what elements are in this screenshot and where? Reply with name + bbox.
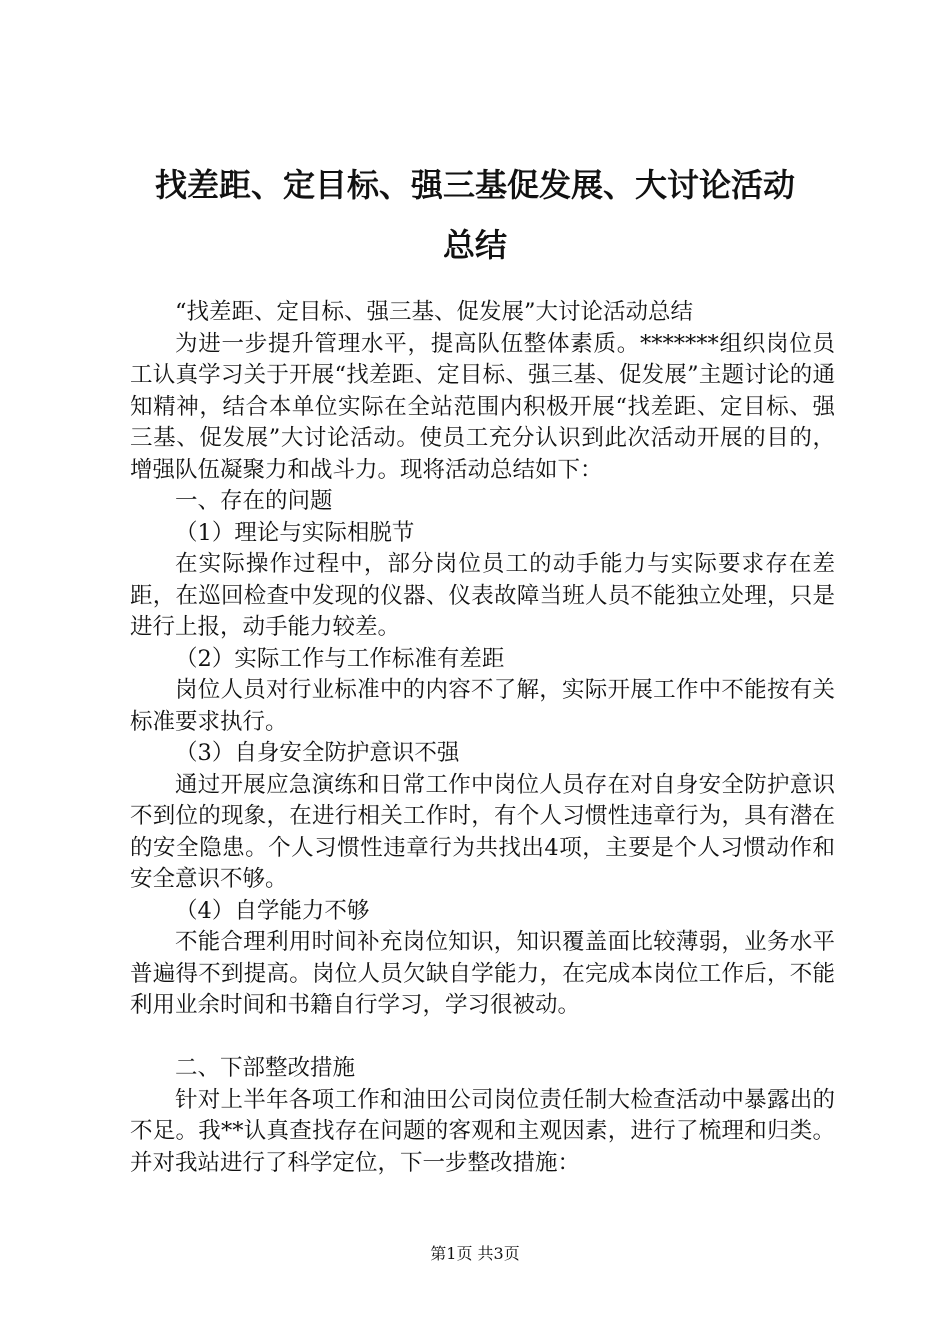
subheading-2: （2）实际工作与工作标准有差距 [175, 645, 505, 672]
subheading-3: （3）自身安全防护意识不强 [175, 740, 460, 766]
section-heading-problems: 一、存在的问题 [175, 488, 333, 514]
paragraph-5: 针对上半年各项工作和油田公司岗位责任制大检查活动中暴露出的不足。我**认真查找存在问题的客观和主观因素，进行了梳理和归类。并对我站进行了科学定位，下一步整改措施： [130, 1086, 835, 1176]
subheading-1: （1）理论与实际相脱节 [175, 519, 415, 546]
paragraph-2: 岗位人员对行业标准中的内容不了解，实际开展工作中不能按有关标准要求执行。 [130, 677, 835, 735]
page-footer: 第1页 共3页 [430, 1244, 520, 1263]
paragraph-1: 在实际操作过程中，部分岗位员工的动手能力与实际要求存在差距，在巡回检查中发现的仪器、仪表故障当班人员不能独立处理，只是进行上报，动手能力较差。 [130, 551, 835, 640]
document-title-line-1: 找差距、定目标、强三基促发展、大讨论活动 [154, 166, 795, 204]
section-heading-measures: 二、下部整改措施 [175, 1055, 356, 1081]
paragraph-3: 通过开展应急演练和日常工作中岗位人员存在对自身安全防护意识不到位的现象，在进行相关工作时，有个人习惯性违章行为，具有潜在的安全隐患。个人习惯性违章行为共找出4项，主要是个人习惯动作和安全意识不够。 [130, 771, 835, 892]
intro-paragraph: 为进一步提升管理水平，提高队伍整体素质。*******组织岗位员工认真学习关于开展“找差距、定目标、强三基、促发展”主题讨论的通知精神，结合本单位实际在全站范围内积极开展“找差距、定目标、强三基、促发展”大讨论活动。使员工充分认识到此次活动开展的目的，增强队伍凝聚力和战斗力。现将活动总结如下： [130, 330, 835, 483]
blank-line [130, 1022, 835, 1054]
paragraph-4: 不能合理利用时间补充岗位知识，知识覆盖面比较薄弱，业务水平普遍得不到提高。岗位人员欠缺自学能力，在完成本岗位工作后，不能利用业余时间和书籍自行学习，学习很被动。 [130, 929, 835, 1018]
document-title-line-2: 总结 [442, 226, 507, 264]
subheading-4: （4）自学能力不够 [175, 897, 370, 924]
document-body [130, 297, 835, 1179]
subtitle-paragraph: “找差距、定目标、强三基、促发展”大讨论活动总结 [175, 299, 694, 325]
